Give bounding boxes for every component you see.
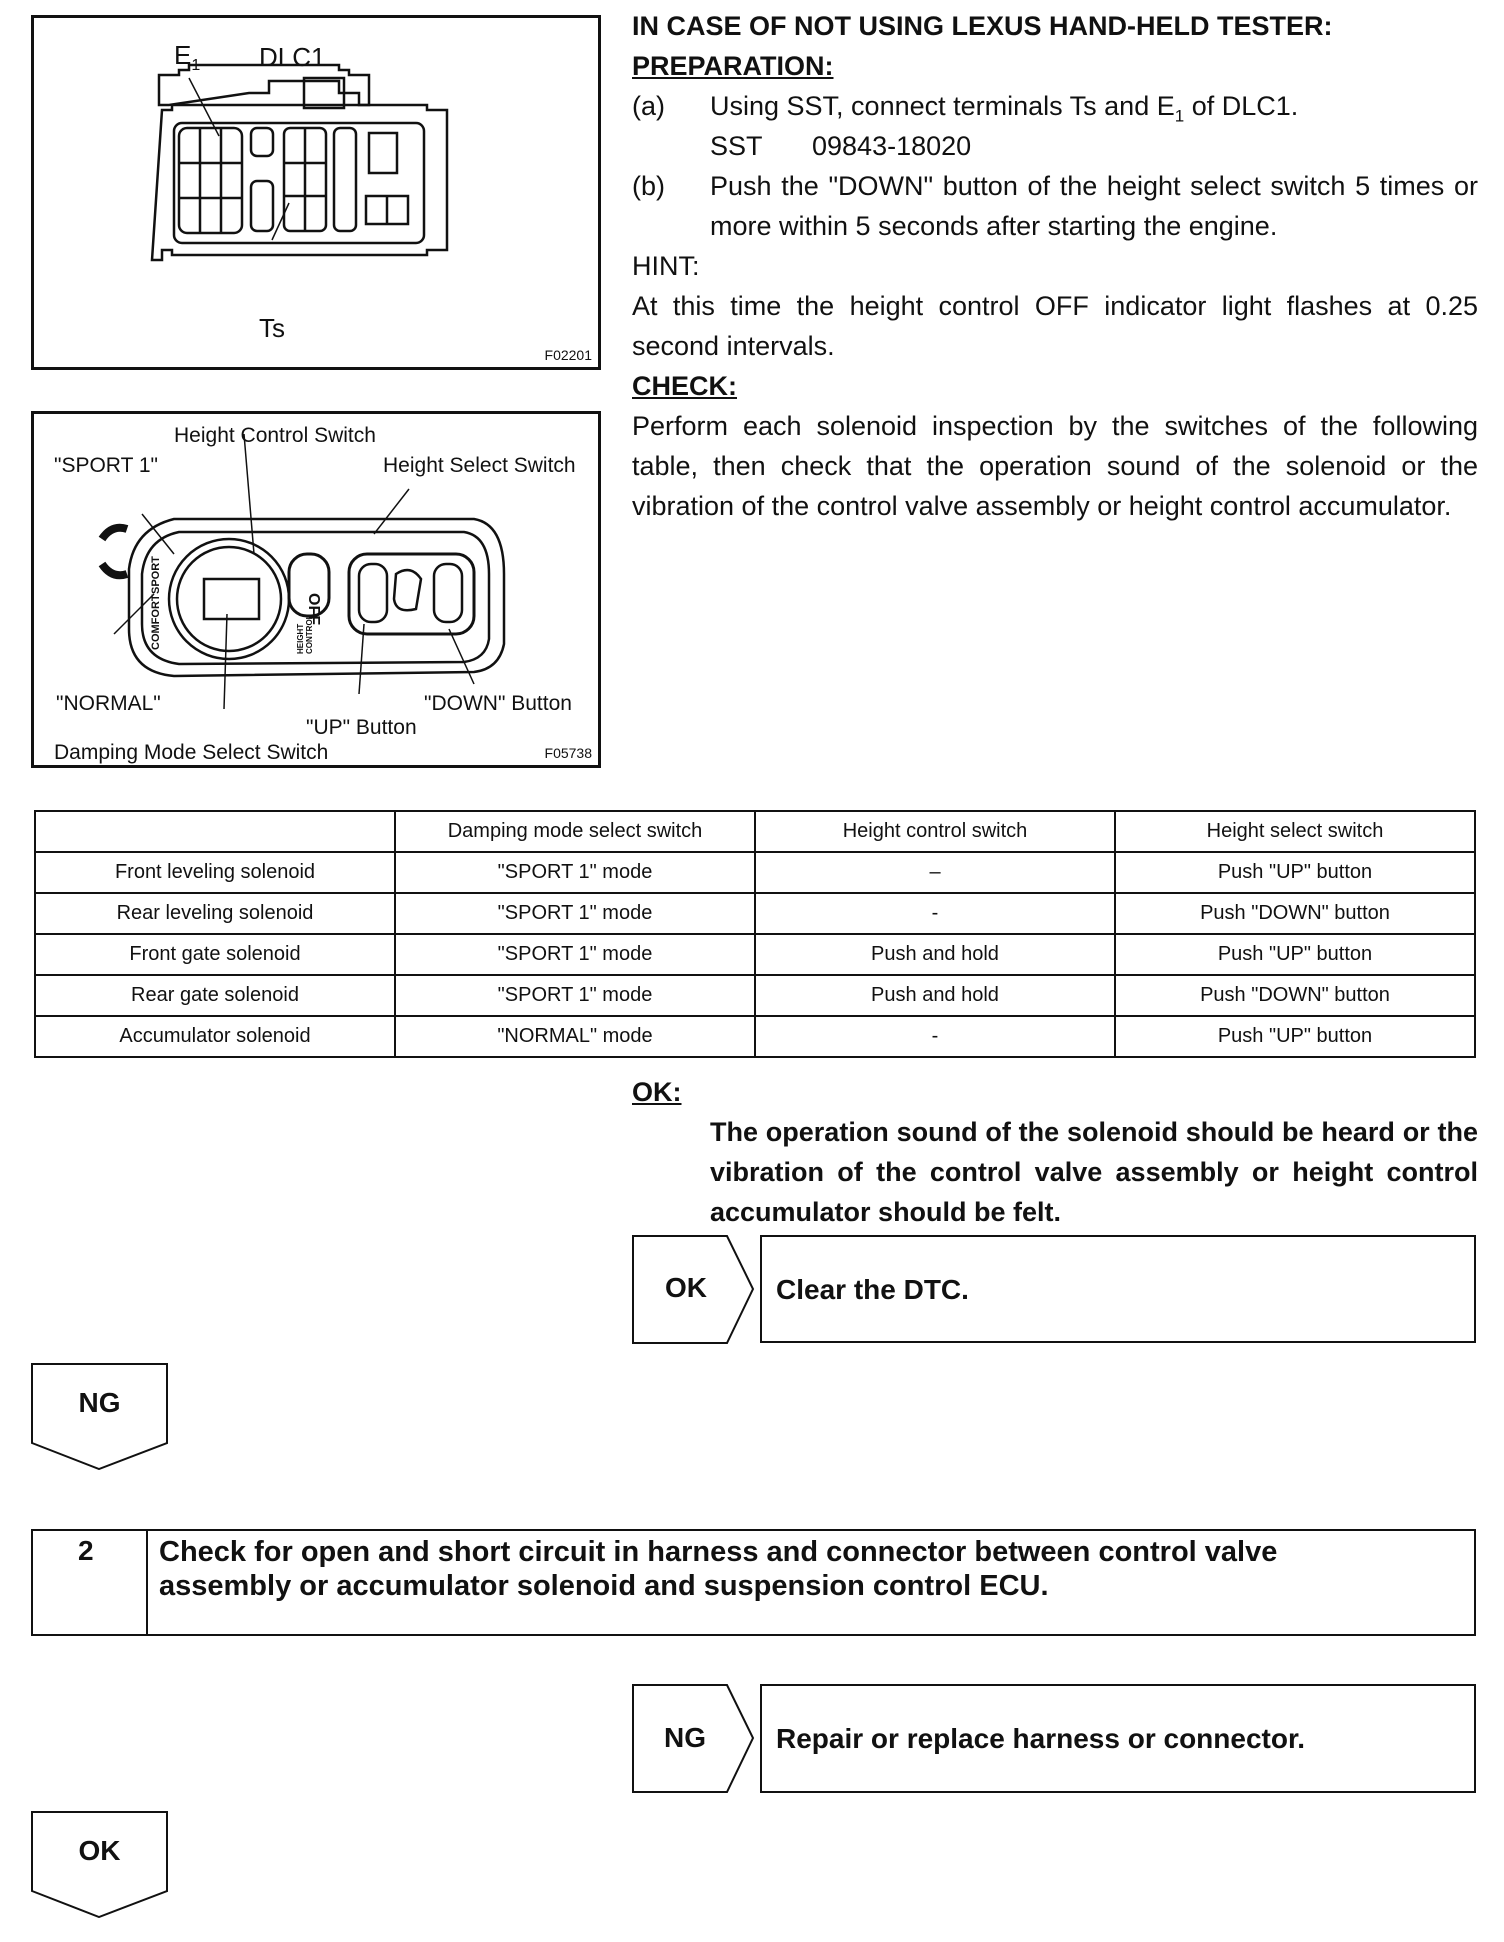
sport1-label: "SPORT 1" xyxy=(54,454,159,477)
cell: "SPORT 1" mode xyxy=(395,934,755,975)
header-cell: Height select switch xyxy=(1115,811,1475,852)
ok-heading: OK: xyxy=(632,1077,682,1107)
ng-action-text: Repair or replace harness or connector. xyxy=(776,1723,1306,1754)
cell: "SPORT 1" mode xyxy=(395,893,755,934)
cell: Push "UP" button xyxy=(1115,934,1475,975)
cell: "SPORT 1" mode xyxy=(395,975,755,1016)
switch-panel-figure xyxy=(31,411,601,768)
cell: Push "DOWN" button xyxy=(1115,893,1475,934)
height-control-switch-label: Height Control Switch xyxy=(174,424,376,447)
cell: Push and hold xyxy=(755,934,1115,975)
figure-id: F05738 xyxy=(544,745,592,761)
hint-label: HINT: xyxy=(632,251,700,281)
preparation-heading: PREPARATION: xyxy=(632,51,834,81)
e1-label: $E_1$ xyxy=(174,40,201,75)
divider xyxy=(146,1531,148,1636)
cell: "SPORT 1" mode xyxy=(395,852,755,893)
ok-criteria-text: The operation sound of the solenoid should be heard or the vibration of the control valve assembly or height control accumulator should be felt. xyxy=(710,1117,1478,1227)
dlc1-connector-figure xyxy=(31,15,601,370)
dlc1-label: DLC1 xyxy=(259,42,326,72)
table-row xyxy=(35,852,1475,893)
ok-tag-label: OK xyxy=(665,1272,707,1303)
figure-id: F02201 xyxy=(544,347,592,363)
solenoid-inspection-table xyxy=(34,810,1476,1058)
sport-mode-marking: SPORT xyxy=(150,556,162,594)
cell: Rear leveling solenoid xyxy=(35,893,395,934)
check-text: Perform each solenoid inspection by the switches of the following table, then check that the operation sound of the solenoid or the vibration of the control valve assembly or height control accumulator. xyxy=(632,411,1478,521)
normal-label: "NORMAL" xyxy=(56,692,161,715)
cell: Front leveling solenoid xyxy=(35,852,395,893)
cell: Push and hold xyxy=(755,975,1115,1016)
up-button-label: "UP" Button xyxy=(306,716,417,739)
damping-mode-select-switch-label: Damping Mode Select Switch xyxy=(54,741,329,764)
step-title: Check for open and short circuit in harness and connector between control valve assembly or accumulator solenoid and suspension control ECU. xyxy=(159,1536,1278,1602)
height-select-switch-label: Height Select Switch xyxy=(383,454,576,477)
header-cell: Damping mode select switch xyxy=(395,811,755,852)
step-b: (b) Push the "DOWN" button of the height select switch 5 times or more within 5 seconds after starting the engine. xyxy=(632,171,1478,241)
ok-action-text: Clear the DTC. xyxy=(776,1274,969,1305)
table-row xyxy=(35,975,1475,1016)
cell: "NORMAL" mode xyxy=(395,1016,755,1057)
cell: Rear gate solenoid xyxy=(35,975,395,1016)
cell: - xyxy=(755,893,1115,934)
header-cell: Height control switch xyxy=(755,811,1115,852)
repair-manual-page: $E_1$ DLC1 Ts F02201 OFF COMFORT SPORT HEIGHT CONTROL Height Control Switch "SPORT 1" Height Select Switch "NORMAL" "DOWN" Button "UP" Button Damping Mode Select Switch F05738 IN CASE OF NOT USING LEXUS HAND-HELD TESTER: PREPARATION: (a) Using SST, connect terminals Ts and $E_1$ of DLC1. SST 09843-18020 (b) Push the "DOWN" button of the height select switch 5 times or more within 5 seconds after starting the engine. HINT: At this time the height control OFF indicator light flashes at 0.25 second intervals. CHECK: Perform each solenoid inspection by the switches of the following table, then check that the operation sound of the solenoid or the vibration of the control valve assembly or height control accumulator. Damping mode select switch Height control switch Height select switch Front leveling solenoid "SPORT 1" mode – Push "UP" button Rear leveling solenoid "SPORT 1" mode - Push "DOWN" button Front gate solenoid "SPORT 1" mode Push and hold Push "UP" button Rear gate solenoid "SPORT 1" mode Push and hold Push "DOWN" button Accumulator solenoid "NORMAL" mode - Push "UP" button OK: The operation sound of the solenoid should be heard or the vibration of the control valve assembly or height control accumulator should be felt. OK Clear the DTC. NG 2 Check for open and short circuit in harness and connector between control valve assembly or accumulator solenoid and suspension control ECU. NG Repair or replace harness or connector. OK xyxy=(0,0,1504,1942)
cell: Push "DOWN" button xyxy=(1115,975,1475,1016)
cell: Push "UP" button xyxy=(1115,852,1475,893)
ng-tag-label: NG xyxy=(664,1722,706,1753)
table-row xyxy=(35,934,1475,975)
hint-text: At this time the height control OFF indicator light flashes at 0.25 second intervals. xyxy=(632,291,1478,361)
cell: Push "UP" button xyxy=(1115,1016,1475,1057)
check-heading: CHECK: xyxy=(632,371,737,401)
cell: Front gate solenoid xyxy=(35,934,395,975)
table-header-row xyxy=(35,811,1475,852)
ng-action-box xyxy=(760,1684,1476,1793)
step-number: 2 xyxy=(78,1535,94,1566)
step-2-box xyxy=(31,1529,1476,1636)
header-cell xyxy=(35,811,395,852)
table-row xyxy=(35,1016,1475,1057)
off-button-text: OFF xyxy=(305,593,322,625)
cell: – xyxy=(755,852,1115,893)
ok-down-arrow xyxy=(31,1811,168,1918)
ok-action-box xyxy=(760,1235,1476,1343)
ng-label: NG xyxy=(78,1387,121,1418)
comfort-mode-marking: COMFORT xyxy=(150,594,162,650)
ts-label: Ts xyxy=(259,313,285,343)
down-button-label: "DOWN" Button xyxy=(424,692,572,715)
table-row xyxy=(35,893,1475,934)
ng-down-arrow xyxy=(31,1363,168,1470)
cell: - xyxy=(755,1016,1115,1057)
section-heading: IN CASE OF NOT USING LEXUS HAND-HELD TESTER: xyxy=(632,11,1333,41)
cell: Accumulator solenoid xyxy=(35,1016,395,1057)
height-control-marking: HEIGHT CONTROL xyxy=(296,614,314,654)
ok-label: OK xyxy=(78,1835,121,1866)
